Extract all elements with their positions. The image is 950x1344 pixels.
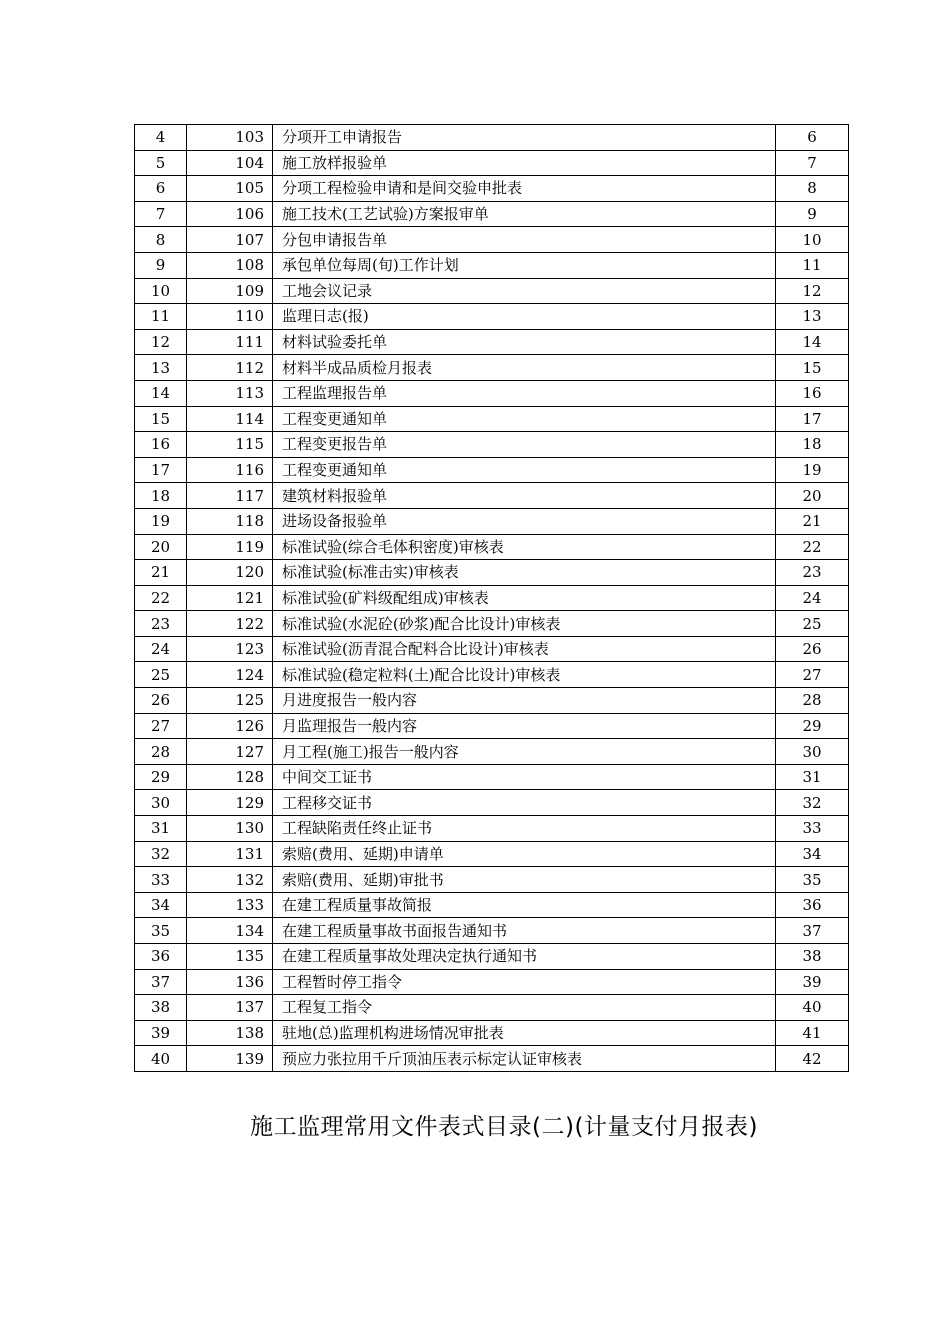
code-cell: 121: [187, 585, 273, 611]
seq-cell: 13: [135, 355, 187, 381]
table-row: [135, 918, 849, 944]
seq-cell: 23: [135, 611, 187, 637]
title-cell: 分项开工申请报告: [273, 125, 776, 151]
title-cell: 工程变更通知单: [273, 457, 776, 483]
page-cell: 26: [776, 636, 849, 662]
code-cell: 126: [187, 713, 273, 739]
title-cell: 在建工程质量事故简报: [273, 892, 776, 918]
title-cell: 工程监理报告单: [273, 380, 776, 406]
seq-cell: 19: [135, 508, 187, 534]
seq-cell: 16: [135, 432, 187, 458]
title-cell: 标准试验(矿料级配组成)审核表: [273, 585, 776, 611]
seq-cell: 14: [135, 380, 187, 406]
table-row: [135, 252, 849, 278]
page-cell: 15: [776, 355, 849, 381]
code-cell: 130: [187, 816, 273, 842]
code-cell: 120: [187, 560, 273, 586]
page-cell: 8: [776, 176, 849, 202]
title-cell: 分项工程检验申请和是间交验申批表: [273, 176, 776, 202]
page-cell: 24: [776, 585, 849, 611]
seq-cell: 30: [135, 790, 187, 816]
table-row: [135, 150, 849, 176]
page-cell: 29: [776, 713, 849, 739]
seq-cell: 11: [135, 304, 187, 330]
section-title: 施工监理常用文件表式目录(二)(计量支付月报表): [250, 1114, 758, 1140]
page-cell: 37: [776, 918, 849, 944]
code-cell: 114: [187, 406, 273, 432]
table-row: [135, 892, 849, 918]
table-row: [135, 508, 849, 534]
page-cell: 35: [776, 867, 849, 893]
title-cell: 月工程(施工)报告一般内容: [273, 739, 776, 765]
seq-cell: 33: [135, 867, 187, 893]
page-cell: 10: [776, 227, 849, 253]
seq-cell: 20: [135, 534, 187, 560]
title-cell: 材料试验委托单: [273, 329, 776, 355]
page-cell: 17: [776, 406, 849, 432]
title-cell: 工程暂时停工指令: [273, 969, 776, 995]
code-cell: 105: [187, 176, 273, 202]
title-cell: 中间交工证书: [273, 764, 776, 790]
seq-cell: 29: [135, 764, 187, 790]
seq-cell: 15: [135, 406, 187, 432]
seq-cell: 4: [135, 125, 187, 151]
seq-cell: 36: [135, 944, 187, 970]
title-cell: 标准试验(综合毛体积密度)审核表: [273, 534, 776, 560]
title-cell: 在建工程质量事故处理决定执行通知书: [273, 944, 776, 970]
page-cell: 7: [776, 150, 849, 176]
title-cell: 索赔(费用、延期)申请单: [273, 841, 776, 867]
table-row: [135, 125, 849, 151]
table-row: [135, 304, 849, 330]
title-cell: 工程缺陷责任终止证书: [273, 816, 776, 842]
table-row: [135, 227, 849, 253]
title-cell: 材料半成品质检月报表: [273, 355, 776, 381]
code-cell: 133: [187, 892, 273, 918]
code-cell: 135: [187, 944, 273, 970]
table-row: [135, 944, 849, 970]
code-cell: 132: [187, 867, 273, 893]
title-cell: 驻地(总)监理机构进场情况审批表: [273, 1020, 776, 1046]
page-cell: 31: [776, 764, 849, 790]
seq-cell: 37: [135, 969, 187, 995]
page-cell: 34: [776, 841, 849, 867]
seq-cell: 31: [135, 816, 187, 842]
code-cell: 113: [187, 380, 273, 406]
page-cell: 28: [776, 688, 849, 714]
seq-cell: 17: [135, 457, 187, 483]
code-cell: 131: [187, 841, 273, 867]
table-row: [135, 713, 849, 739]
table-row: [135, 739, 849, 765]
seq-cell: 9: [135, 252, 187, 278]
table-row: [135, 611, 849, 637]
code-cell: 136: [187, 969, 273, 995]
seq-cell: 35: [135, 918, 187, 944]
table-row: [135, 380, 849, 406]
table-row: [135, 355, 849, 381]
code-cell: 134: [187, 918, 273, 944]
title-cell: 工地会议记录: [273, 278, 776, 304]
title-cell: 工程变更报告单: [273, 432, 776, 458]
title-cell: 标准试验(标准击实)审核表: [273, 560, 776, 586]
page-cell: 38: [776, 944, 849, 970]
seq-cell: 26: [135, 688, 187, 714]
title-cell: 工程移交证书: [273, 790, 776, 816]
code-cell: 123: [187, 636, 273, 662]
seq-cell: 40: [135, 1046, 187, 1072]
page-cell: 21: [776, 508, 849, 534]
code-cell: 117: [187, 483, 273, 509]
code-cell: 103: [187, 125, 273, 151]
seq-cell: 22: [135, 585, 187, 611]
table-row: [135, 841, 849, 867]
page-cell: 32: [776, 790, 849, 816]
seq-cell: 38: [135, 995, 187, 1021]
seq-cell: 5: [135, 150, 187, 176]
seq-cell: 12: [135, 329, 187, 355]
title-cell: 月监理报告一般内容: [273, 713, 776, 739]
table-row: [135, 201, 849, 227]
forms-index-table: [134, 124, 849, 1072]
code-cell: 122: [187, 611, 273, 637]
seq-cell: 21: [135, 560, 187, 586]
page-cell: 23: [776, 560, 849, 586]
page-cell: 22: [776, 534, 849, 560]
code-cell: 128: [187, 764, 273, 790]
table-row: [135, 688, 849, 714]
table-row: [135, 764, 849, 790]
page-cell: 39: [776, 969, 849, 995]
code-cell: 129: [187, 790, 273, 816]
page-cell: 30: [776, 739, 849, 765]
table-row: [135, 560, 849, 586]
table-row: [135, 1020, 849, 1046]
page-cell: 36: [776, 892, 849, 918]
title-cell: 工程复工指令: [273, 995, 776, 1021]
title-cell: 施工技术(工艺试验)方案报审单: [273, 201, 776, 227]
title-cell: 工程变更通知单: [273, 406, 776, 432]
seq-cell: 6: [135, 176, 187, 202]
page-cell: 19: [776, 457, 849, 483]
code-cell: 106: [187, 201, 273, 227]
page-cell: 20: [776, 483, 849, 509]
table-row: [135, 969, 849, 995]
table-row: [135, 329, 849, 355]
table-row: [135, 995, 849, 1021]
seq-cell: 34: [135, 892, 187, 918]
table-row: [135, 636, 849, 662]
code-cell: 138: [187, 1020, 273, 1046]
page-cell: 16: [776, 380, 849, 406]
title-cell: 监理日志(报): [273, 304, 776, 330]
code-cell: 137: [187, 995, 273, 1021]
page-cell: 41: [776, 1020, 849, 1046]
page-cell: 40: [776, 995, 849, 1021]
code-cell: 118: [187, 508, 273, 534]
table-row: [135, 662, 849, 688]
page-cell: 42: [776, 1046, 849, 1072]
table-row: [135, 457, 849, 483]
seq-cell: 18: [135, 483, 187, 509]
table-row: [135, 534, 849, 560]
page-cell: 18: [776, 432, 849, 458]
title-cell: 建筑材料报验单: [273, 483, 776, 509]
seq-cell: 39: [135, 1020, 187, 1046]
title-cell: 施工放样报验单: [273, 150, 776, 176]
table-row: [135, 406, 849, 432]
seq-cell: 28: [135, 739, 187, 765]
code-cell: 127: [187, 739, 273, 765]
seq-cell: 32: [135, 841, 187, 867]
title-cell: 标准试验(稳定粒料(土)配合比设计)审核表: [273, 662, 776, 688]
title-cell: 分包申请报告单: [273, 227, 776, 253]
table-row: [135, 483, 849, 509]
seq-cell: 7: [135, 201, 187, 227]
table-row: [135, 278, 849, 304]
code-cell: 116: [187, 457, 273, 483]
table-row: [135, 816, 849, 842]
title-cell: 标准试验(沥青混合配料合比设计)审核表: [273, 636, 776, 662]
title-cell: 承包单位每周(旬)工作计划: [273, 252, 776, 278]
code-cell: 111: [187, 329, 273, 355]
code-cell: 107: [187, 227, 273, 253]
table-row: [135, 176, 849, 202]
code-cell: 139: [187, 1046, 273, 1072]
code-cell: 112: [187, 355, 273, 381]
title-cell: 索赔(费用、延期)审批书: [273, 867, 776, 893]
seq-cell: 25: [135, 662, 187, 688]
title-cell: 月进度报告一般内容: [273, 688, 776, 714]
page-cell: 33: [776, 816, 849, 842]
page-cell: 12: [776, 278, 849, 304]
code-cell: 119: [187, 534, 273, 560]
code-cell: 109: [187, 278, 273, 304]
forms-index-table-body: [135, 125, 849, 1072]
page-cell: 14: [776, 329, 849, 355]
seq-cell: 8: [135, 227, 187, 253]
title-cell: 进场设备报验单: [273, 508, 776, 534]
code-cell: 124: [187, 662, 273, 688]
table-row: [135, 1046, 849, 1072]
table-row: [135, 432, 849, 458]
page-cell: 6: [776, 125, 849, 151]
page-cell: 13: [776, 304, 849, 330]
page-cell: 27: [776, 662, 849, 688]
code-cell: 115: [187, 432, 273, 458]
page-cell: 11: [776, 252, 849, 278]
code-cell: 108: [187, 252, 273, 278]
seq-cell: 24: [135, 636, 187, 662]
title-cell: 标准试验(水泥砼(砂浆)配合比设计)审核表: [273, 611, 776, 637]
page-cell: 9: [776, 201, 849, 227]
title-cell: 在建工程质量事故书面报告通知书: [273, 918, 776, 944]
code-cell: 110: [187, 304, 273, 330]
table-row: [135, 867, 849, 893]
seq-cell: 10: [135, 278, 187, 304]
page-cell: 25: [776, 611, 849, 637]
table-row: [135, 585, 849, 611]
code-cell: 104: [187, 150, 273, 176]
title-cell: 预应力张拉用千斤顶油压表示标定认证审核表: [273, 1046, 776, 1072]
code-cell: 125: [187, 688, 273, 714]
table-row: [135, 790, 849, 816]
seq-cell: 27: [135, 713, 187, 739]
